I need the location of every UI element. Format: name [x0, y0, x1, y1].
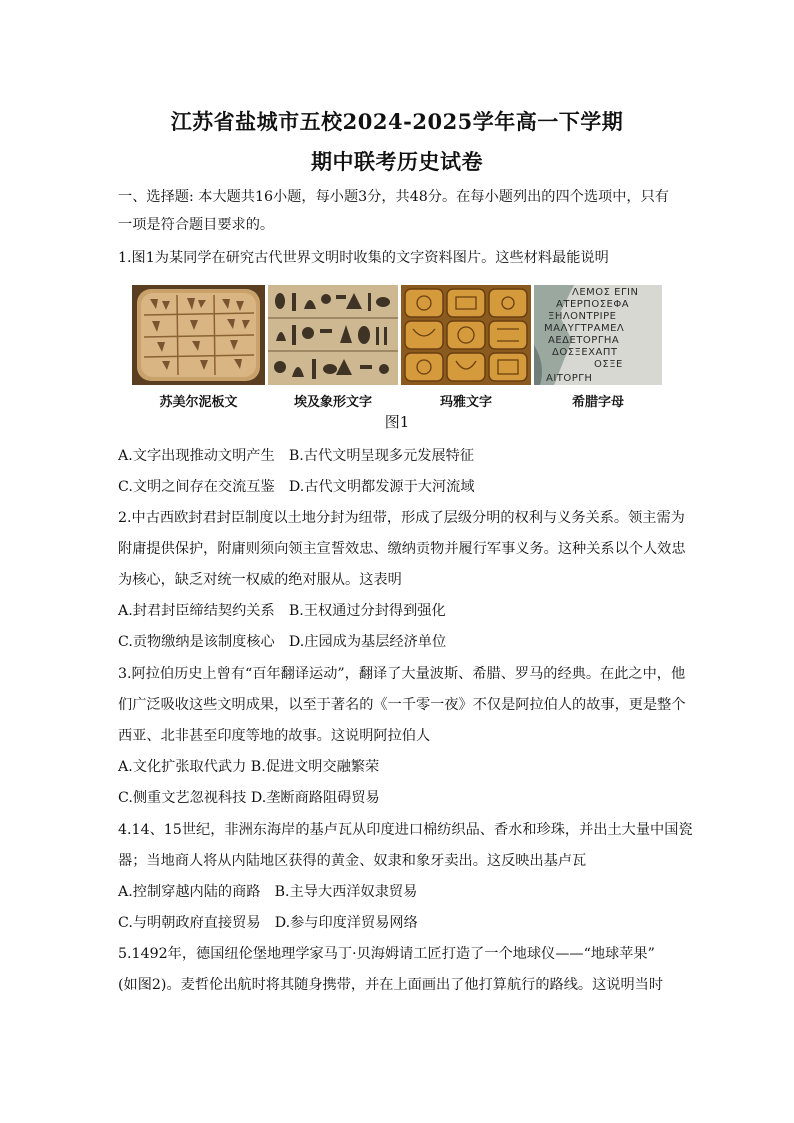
question-1-options-cd: C.文明之间存在交流互鉴 D.古代文明都发源于大河流域 — [118, 479, 475, 495]
greek-line-2: ΑΤΕΡΠΟΣΕΦΑ — [556, 299, 630, 310]
section-instruction-line-2: 一项是符合题目要求的。 — [118, 217, 275, 233]
greek-line-6: ΔΟΣΞΕΧΑΠΤ — [552, 347, 618, 358]
question-2-stem-line-3: 为核心，缺乏对统一权威的绝对服从。这表明 — [118, 572, 402, 588]
question-1-stem: 1.图1为某同学在研究古代世界文明时收集的文字资料图片。这些材料最能说明 — [118, 250, 609, 266]
question-5-stem-line-2: (如图2)。麦哲伦出航时将其随身携带，并在上面画出了他打算航行的路线。这说明当时 — [118, 977, 664, 993]
question-2-stem-line-1: 2.中古西欧封君封臣制度以土地分封为纽带，形成了层级分明的权利与义务关系。领主需为 — [118, 510, 685, 526]
question-3-options-ab: A.文化扩张取代武力 B.促进文明交融繁荣 — [118, 759, 380, 775]
caption-greek: 希腊字母 — [571, 395, 624, 410]
question-2-stem-line-2: 附庸提供保护，附庸则须向领主宣誓效忠、缴纳贡物并履行军事义务。这种关系以个人效忠 — [118, 541, 686, 557]
question-2-options-cd: C.贡物缴纳是该制度核心 D.庄园成为基层经济单位 — [118, 634, 447, 650]
greek-line-1: ΛΕΜΟΣ ΕΓΙΝ — [572, 287, 639, 298]
greek-alphabet-image — [534, 285, 662, 385]
figure-1 — [132, 285, 662, 390]
greek-line-8: ΑΙΤΟΡΓΗ — [546, 373, 593, 384]
question-2-options-ab: A.封君封臣缔结契约关系 B.王权通过分封得到强化 — [118, 603, 446, 619]
greek-line-5: ΑΕΔΕΤΟΡΓΗΑ — [548, 335, 620, 346]
egyptian-hieroglyphs-image — [268, 285, 398, 385]
greek-line-7: ΟΣΞΕ — [594, 359, 623, 370]
greek-line-3: ΞΗΛΟΝΤΡΙΡΕ — [548, 311, 617, 322]
sumerian-tablet-image — [132, 285, 265, 385]
question-4-options-ab: A.控制穿越内陆的商路 B.主导大西洋奴隶贸易 — [118, 884, 418, 900]
question-4-stem-line-2: 器；当地商人将从内陆地区获得的黄金、奴隶和象牙卖出。这反映出基卢瓦 — [118, 853, 587, 869]
question-3-options-cd: C.侧重文艺忽视科技 D.垄断商路阻碍贸易 — [118, 790, 380, 806]
exam-title: 江苏省盐城市五校2024-2025学年高一下学期 — [170, 109, 624, 134]
question-3-stem-line-1: 3.阿拉伯历史上曾有“百年翻译运动”，翻译了大量波斯、希腊、罗马的经典。在此之中，他 — [118, 666, 686, 682]
question-3-stem-line-2: 们广泛吸收这些文明成果，以至于著名的《一千零一夜》不仅是阿拉伯人的故事，更是整个 — [118, 697, 686, 713]
caption-maya: 玛雅文字 — [439, 395, 492, 410]
maya-script-image — [401, 285, 531, 385]
question-3-stem-line-3: 西亚、北非甚至印度等地的故事。这说明阿拉伯人 — [118, 728, 431, 744]
exam-subtitle: 期中联考历史试卷 — [311, 149, 483, 174]
caption-egyptian: 埃及象形文字 — [293, 395, 372, 410]
figure-1-label: 图1 — [384, 413, 410, 431]
caption-sumerian: 苏美尔泥板文 — [159, 395, 238, 410]
greek-line-4: ΜΑΛΥΓΤΡΑΜΕΛ — [544, 323, 625, 334]
question-5-stem-line-1: 5.1492年，德国纽伦堡地理学家马丁·贝海姆请工匠打造了一个地球仪——“地球苹果” — [118, 946, 655, 962]
question-1-options-ab: A.文字出现推动文明产生 B.古代文明呈现多元发展特征 — [118, 448, 475, 464]
question-4-options-cd: C.与明朝政府直接贸易 D.参与印度洋贸易网络 — [118, 915, 418, 931]
question-4-stem-line-1: 4.14、15世纪，非洲东海岸的基卢瓦从印度进口棉纺织品、香水和珍珠，并出土大量中国瓷 — [118, 822, 693, 838]
section-instruction-line-1: 一、选择题: 本大题共16小题，每小题3分，共48分。在每小题列出的四个选项中，只有 — [118, 189, 669, 205]
